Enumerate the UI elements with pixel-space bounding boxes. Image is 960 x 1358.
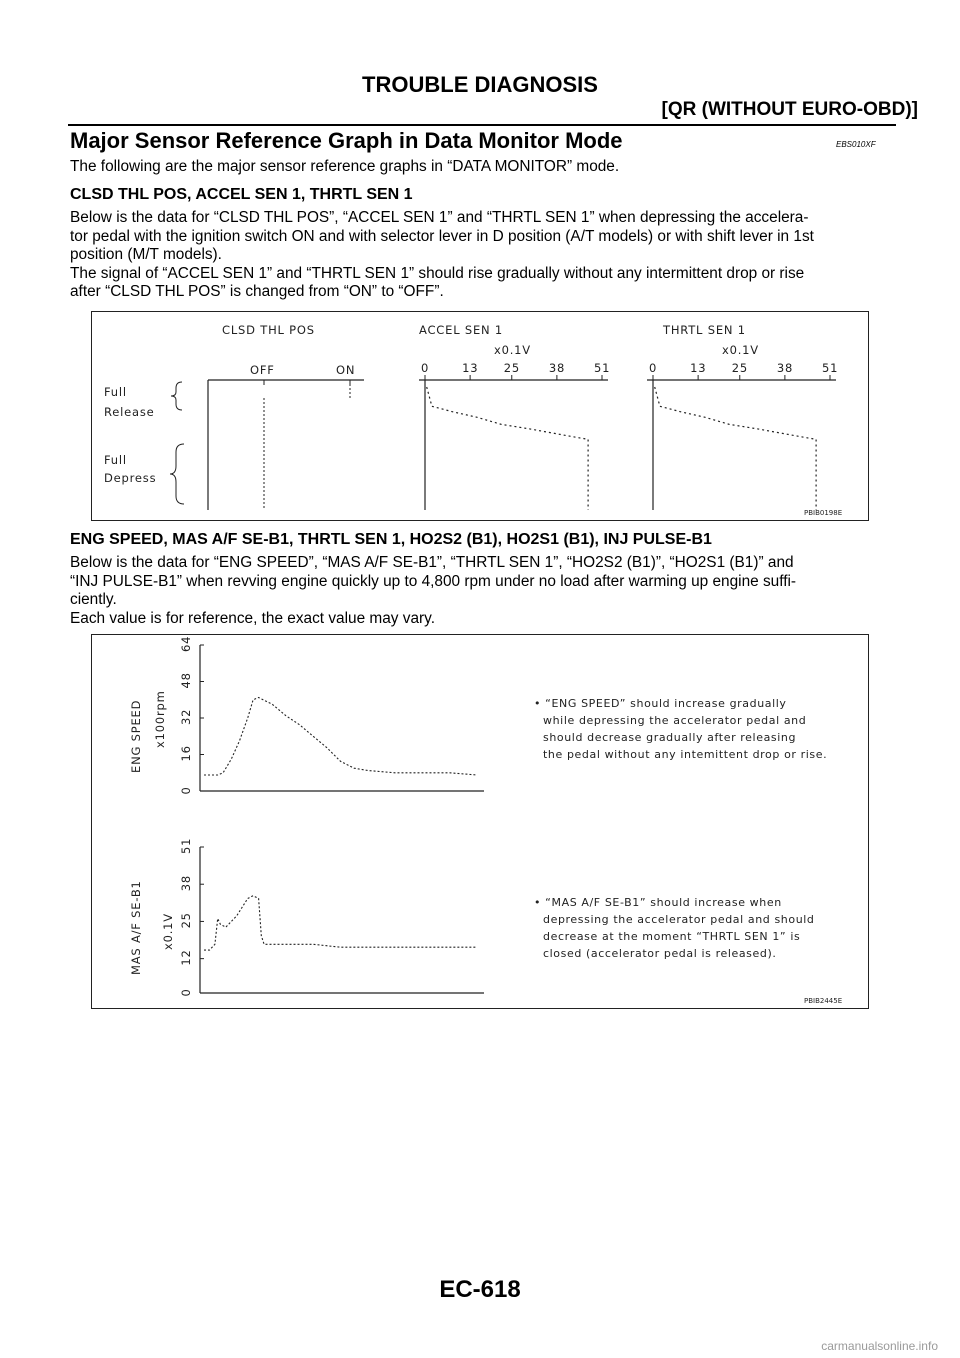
mas-af-tick-label: 12: [179, 949, 193, 966]
mas-af-note: depressing the accelerator pedal and should: [543, 913, 815, 926]
header-subtitle: [QR (WITHOUT EURO-OBD)]: [661, 99, 918, 120]
figure-engine-graphs: [91, 634, 869, 1009]
eng-speed-tick-label: 64: [179, 635, 193, 652]
row-label-release: Release: [104, 405, 155, 419]
section-code: EBS010XF: [836, 140, 876, 149]
figure-throttle-graphs: [91, 311, 869, 521]
header-title: TROUBLE DIAGNOSIS: [362, 72, 598, 97]
eng-speed-note: should decrease gradually after releasing: [543, 731, 797, 744]
mas-af-tick-label: 51: [179, 837, 193, 854]
header-rule: [68, 124, 896, 126]
brace-release: [171, 382, 182, 410]
page-number: EC-618: [439, 1276, 521, 1303]
section-title: Major Sensor Reference Graph in Data Monitor Mode: [70, 128, 623, 153]
text-line: tor pedal with the ignition switch ON and with selector lever in D position (A/T models) or with shift lever in 1st: [70, 227, 814, 245]
brace-depress: [170, 444, 184, 504]
mas-af-series-line: [204, 896, 477, 950]
subsection-1-title: CLSD THL POS, ACCEL SEN 1, THRTL SEN 1: [70, 186, 413, 203]
text-line: Below is the data for “CLSD THL POS”, “ACCEL SEN 1” and “THRTL SEN 1” when depressing the accelera-: [70, 209, 809, 226]
watermark: carmanualsonline.info: [821, 1339, 938, 1353]
thrtl-series-line: [655, 387, 816, 510]
mas-af-tick-label: 25: [179, 912, 193, 929]
row-label-depress: Depress: [104, 471, 157, 485]
thrtl-tick-label: 38: [776, 361, 794, 375]
accel-title: ACCEL SEN 1: [419, 323, 503, 337]
eng-speed-tick-label: 0: [179, 786, 193, 795]
thrtl-unit: x0.1V: [722, 343, 759, 357]
accel-tick-label: 0: [421, 361, 430, 375]
row-label-depress: Full: [104, 453, 127, 467]
figure-code: PBIB2445E: [804, 997, 843, 1005]
eng-speed-title: ENG SPEED: [129, 699, 143, 773]
accel-tick-label: 51: [594, 361, 611, 375]
thrtl-title: THRTL SEN 1: [663, 323, 746, 337]
clsd-tick-label: OFF: [250, 363, 275, 377]
eng-speed-tick-label: 16: [179, 745, 193, 762]
eng-speed-note: • “ENG SPEED” should increase gradually: [534, 697, 787, 710]
thrtl-tick-label: 51: [822, 361, 839, 375]
eng-speed-tick-label: 32: [179, 708, 193, 725]
text-line: ciently.: [70, 591, 117, 608]
text-line: “INJ PULSE-B1” when revving engine quickly up to 4,800 rpm under no load after warming up engine suffi-: [70, 572, 797, 590]
subsection-1-text: [70, 209, 896, 302]
mas-af-title: MAS A/F SE-B1: [129, 880, 143, 975]
mas-af-tick-label: 38: [179, 874, 193, 892]
mas-af-tick-label: 0: [179, 988, 193, 997]
eng-speed-tick-label: 48: [179, 672, 193, 689]
clsd-tick-label: ON: [336, 363, 356, 377]
mas-af-note: • “MAS A/F SE-B1” should increase when: [534, 896, 782, 909]
accel-tick-label: 13: [462, 361, 479, 375]
accel-unit: x0.1V: [494, 343, 531, 357]
clsd-thl-pos-title: CLSD THL POS: [222, 323, 315, 337]
subsection-2-text: [70, 554, 896, 628]
thrtl-tick-label: 0: [649, 361, 658, 375]
subsection-2-title: ENG SPEED, MAS A/F SE-B1, THRTL SEN 1, HO2S2 (B1), HO2S1 (B1), INJ PULSE-B1: [70, 531, 712, 548]
text-line: position (M/T models).: [70, 246, 222, 263]
thrtl-tick-label: 25: [731, 361, 748, 375]
eng-speed-note: while depressing the accelerator pedal and: [543, 714, 807, 727]
text-line: The signal of “ACCEL SEN 1” and “THRTL SEN 1” should rise gradually without any intermittent drop or rise: [70, 264, 805, 282]
eng-speed-unit: x100rpm: [153, 690, 167, 748]
eng-speed-series-line: [204, 698, 477, 776]
section-intro: The following are the major sensor reference graphs in “DATA MONITOR” mode.: [70, 158, 620, 175]
accel-series-line: [427, 387, 588, 510]
engine-graphs-svg: [92, 635, 870, 1010]
text-line: Each value is for reference, the exact value may vary.: [70, 609, 435, 627]
thrtl-tick-label: 13: [690, 361, 707, 375]
mas-af-note: decrease at the moment “THRTL SEN 1” is: [543, 930, 801, 943]
accel-tick-label: 38: [548, 361, 566, 375]
row-label-release: Full: [104, 385, 127, 399]
text-line: Below is the data for “ENG SPEED”, “MAS A/F SE-B1”, “THRTL SEN 1”, “HO2S2 (B1)”, “HO2S1 (B1)” and: [70, 554, 794, 571]
throttle-graphs-svg: [92, 312, 870, 522]
eng-speed-note: the pedal without any intemittent drop or rise.: [543, 748, 828, 761]
figure-code: PBIB0198E: [804, 509, 843, 517]
mas-af-unit: x0.1V: [161, 913, 175, 950]
accel-tick-label: 25: [503, 361, 520, 375]
text-line: after “CLSD THL POS” is changed from “ON” to “OFF”.: [70, 283, 444, 300]
mas-af-note: closed (accelerator pedal is released).: [543, 947, 777, 960]
